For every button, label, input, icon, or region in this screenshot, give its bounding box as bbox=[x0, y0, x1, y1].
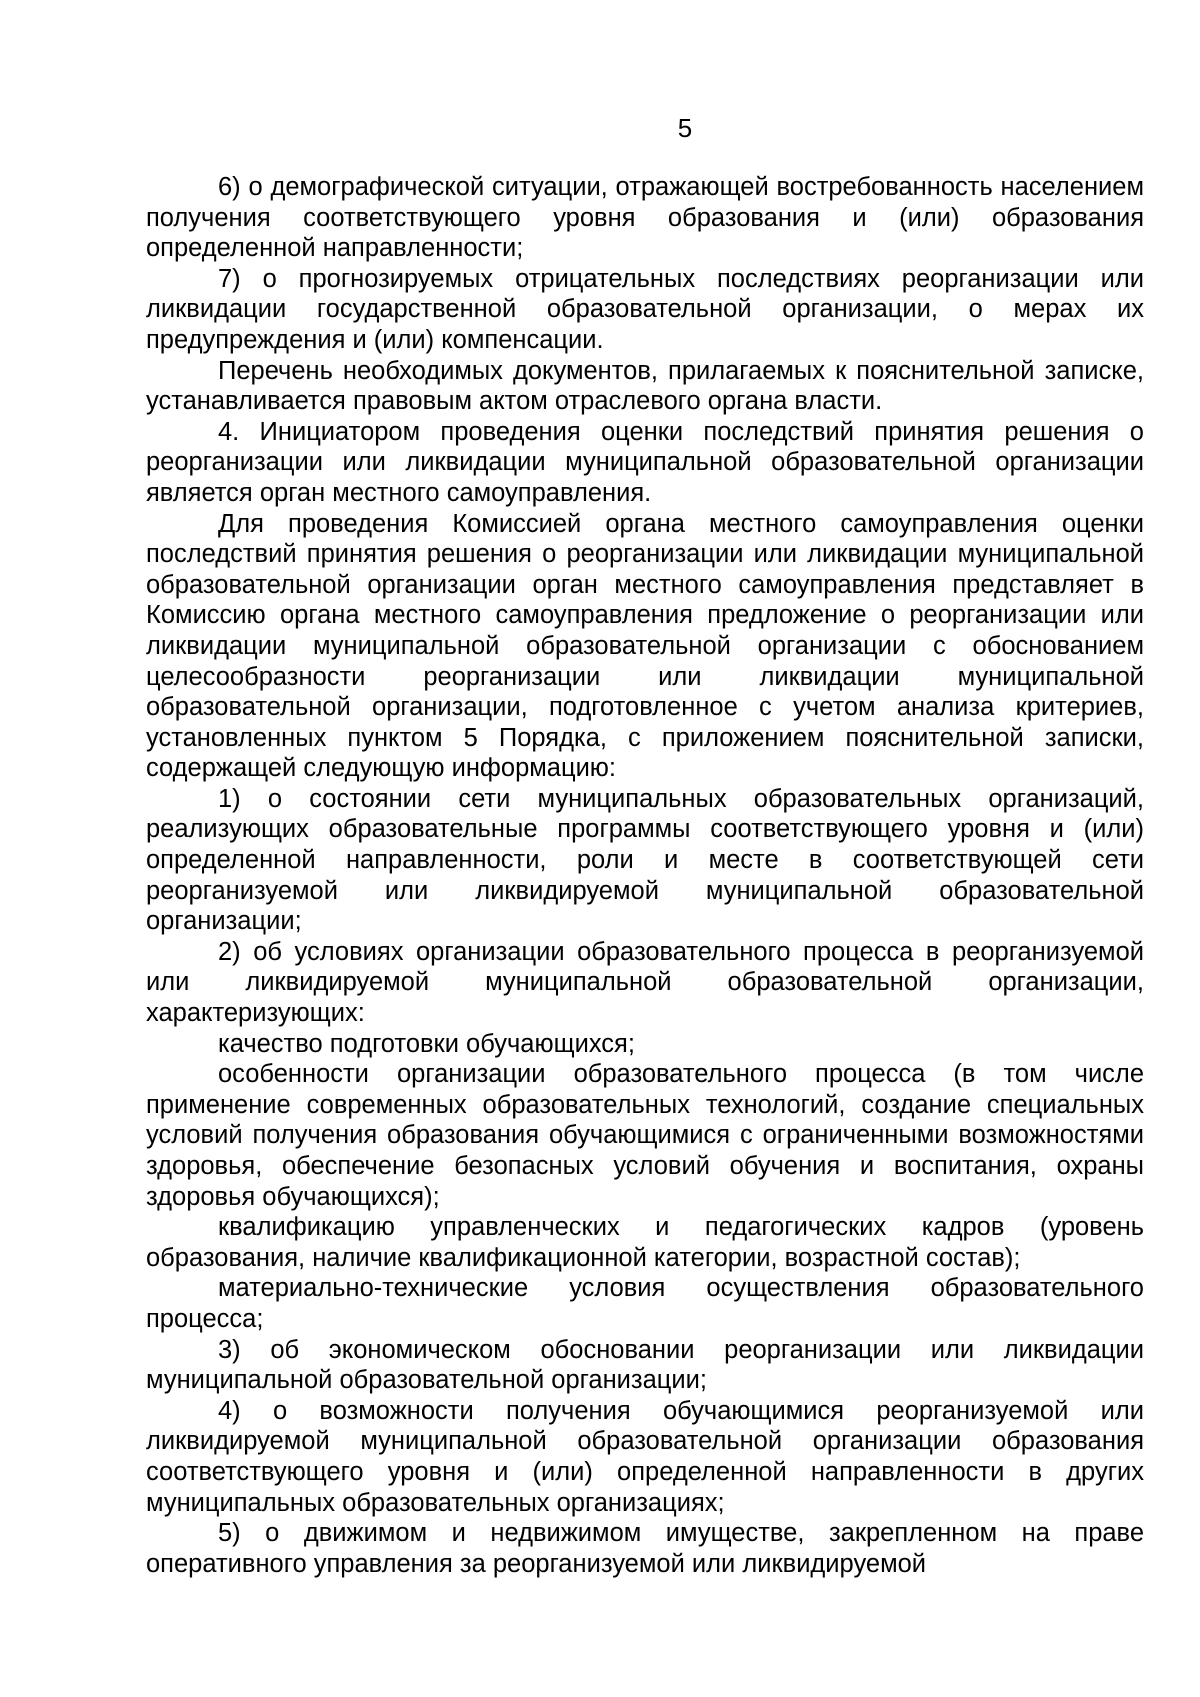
paragraph-item-5-property: 5) о движимом и недвижимом имуществе, закрепленном на праве оперативного управления за реорганизуемой или ликвидируемой bbox=[146, 1519, 1144, 1578]
paragraph-training-quality: качество подготовки обучающихся; bbox=[218, 1029, 635, 1058]
paragraph-documents-list: Перечень необходимых документов, прилагаемых к пояснительной записке, устанавливается правовым актом отраслевого органа власти. bbox=[146, 356, 1144, 416]
document-body bbox=[146, 172, 1144, 1579]
paragraph-item-2-conditions: 2) об условиях организации образовательного процесса в реорганизуемой или ликвидируемой муниципальной образовательной организации, характеризующих: bbox=[146, 937, 1144, 1028]
paragraph-material-conditions: материально-технические условия осуществления образовательного процесса; bbox=[146, 1274, 1144, 1333]
paragraph-item-1-network-state: 1) о состоянии сети муниципальных образовательных организаций, реализующих образовательные программы соответствующего уровня и (или) определенной направленности, роли и месте в соответствующей сети реорганизуемой или ликвидируемой муниципальной образовательной организации; bbox=[146, 784, 1144, 936]
paragraph-item-7-negative-consequences: 7) о прогнозируемых отрицательных последствиях реорганизации или ликвидации государственной образовательной организации, о мерах их предупреждения и (или) компенсации. bbox=[146, 264, 1144, 354]
paragraph-item-6-demographic: 6) о демографической ситуации, отражающей востребованность населением получения соответствующего уровня образования и (или) образования определенной направленности; bbox=[146, 173, 1144, 263]
paragraph-item-3-economic: 3) об экономическом обосновании реорганизации или ликвидации муниципальной образовательной организации; bbox=[146, 1335, 1144, 1395]
paragraph-staff-qualification: квалификацию управленческих и педагогических кадров (уровень образования, наличие квалификационной категории, возрастной состав); bbox=[146, 1213, 1144, 1272]
paragraph-item-4-education-possibility: 4) о возможности получения обучающимися реорганизуемой или ликвидируемой муниципальной образовательной организации образования соответствующего уровня и (или) определенной направленности в других муниципальных образовательных организациях; bbox=[146, 1396, 1144, 1517]
paragraph-section-4-initiator: 4. Инициатором проведения оценки последствий принятия решения о реорганизации или ликвидации муниципальной образовательной организации является орган местного самоуправления. bbox=[146, 417, 1144, 507]
page-number: 5 bbox=[677, 113, 693, 143]
paragraph-process-features: особенности организации образовательного процесса (в том числе применение современных образовательных технологий, создание специальных условий получения образования обучающимися с ограниченными возможностями здоровья, обеспечение безопасных условий обучения и воспитания, охраны здоровья обучающихся); bbox=[146, 1060, 1144, 1211]
paragraph-commission-proposal: Для проведения Комиссией органа местного самоуправления оценки последствий принятия решения о реорганизации или ликвидации муниципальной образовательной организации орган местного самоуправления представляет в Комиссию органа местного самоуправления предложение о реорганизации или ликвидации муниципальной образовательной организации с обоснованием целесообразности реорганизации или ликвидации муниципальной образовательной организации, подготовленное с учетом анализа критериев, установленных пунктом 5 Порядка, с приложением пояснительной записки, содержащей следующую информацию: bbox=[146, 509, 1144, 783]
